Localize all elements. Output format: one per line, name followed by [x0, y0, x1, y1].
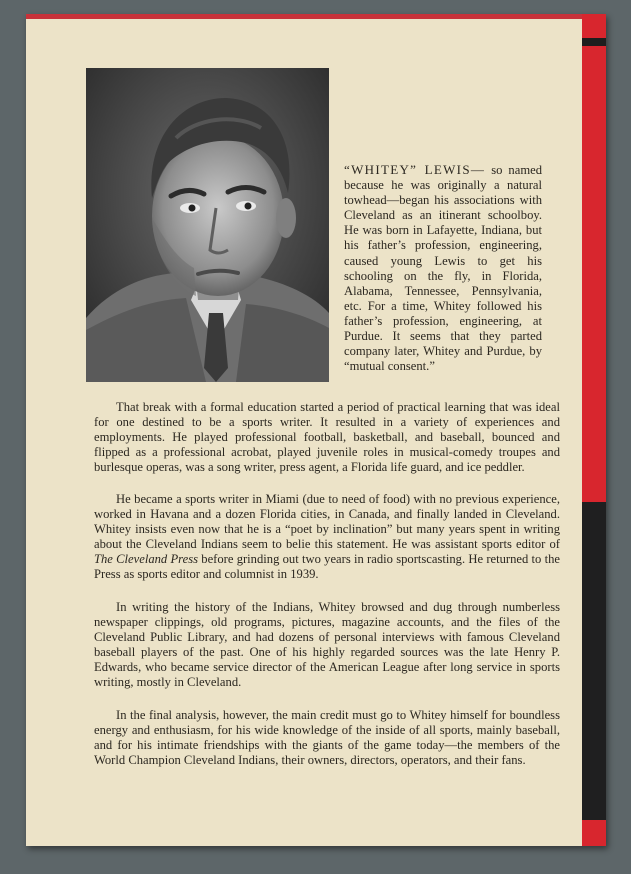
biography-paragraph-4: [94, 708, 560, 768]
portrait-illustration: [86, 68, 329, 382]
paragraph-2-text-end: before grinding out two years in radio sportscasting. He returned to the Press as sports editor and columnist in 1939.: [94, 552, 560, 582]
newspaper-title: The Cleveland Press: [94, 552, 198, 567]
intro-body: so named because he was originally a natural towhead—began his associations with Cleveland as an itinerant schoolboy. He was born in Lafayette, Indiana, but his father’s profession, engineering, caused young Lewis to get his schooling on the fly, in Florida, Alabama, Tennessee, Pennsylvania, etc. For a time, Whitey followed his father’s profession, engineering, at Purdue. It seems that they parted company later, Whitey and Purdue, by “mutual consent.”: [344, 163, 543, 374]
spine-red-bottom-section: [582, 820, 606, 846]
dust-jacket-back: [26, 14, 606, 846]
biography-paragraph-3: [94, 600, 560, 691]
biography-paragraph-2: [94, 492, 560, 583]
author-portrait-photo: [86, 68, 329, 382]
spine-black-section: [582, 502, 606, 820]
paragraph-4-text: In the final analysis, however, the main credit must go to Whitey himself for boundless energy and enthusiasm, for his wide knowledge of the inside of all sports, mainly baseball, and for his intimate friendships with the giants of the game today—the members of the World Champion Cleveland Indians, their owners, directors, operators, and their fans.: [94, 708, 560, 768]
paragraph-2-text-start: He became a sports writer in Miami (due to need of food) with no previous experience, worked in Havana and a dozen Florida cities, in Canada, and finally landed in Cleveland. Whitey insists even now that he is a “poet by inclination” but many years spent in writing about the Cleveland Indians seem to belie this statement. He was assistant sports editor of: [94, 492, 560, 552]
paragraph-1-text: That break with a formal education started a period of practical learning that was ideal for one destined to be a sports writer. It resulted in a variety of experiences and employments. He played professional football, basketball, and baseball, bounced and flipped as a professional acrobat, played juvenile roles in musical-comedy troupes and burlesque operas, was a song writer, press agent, a Florida life guard, and ice peddler.: [94, 400, 560, 475]
author-intro-text: [344, 162, 542, 374]
author-name: “WHITEY” LEWIS—: [344, 162, 486, 177]
top-edge-stripe: [26, 14, 606, 19]
biography-paragraph-1: [94, 400, 560, 475]
spine-black-band: [582, 38, 606, 46]
paragraph-3-text: In writing the history of the Indians, Whitey browsed and dug through numberless newspaper clippings, old programs, pictures, magazine accounts, and the files of the Cleveland Public Library, and had dozens of personal interviews with famous Cleveland baseball players of the past. One of his highly regarded sources was the late Henry P. Edwards, who became service director of the American League after long service in sports writing, mostly in Cleveland.: [94, 600, 560, 690]
spine-red-section: [582, 14, 606, 502]
